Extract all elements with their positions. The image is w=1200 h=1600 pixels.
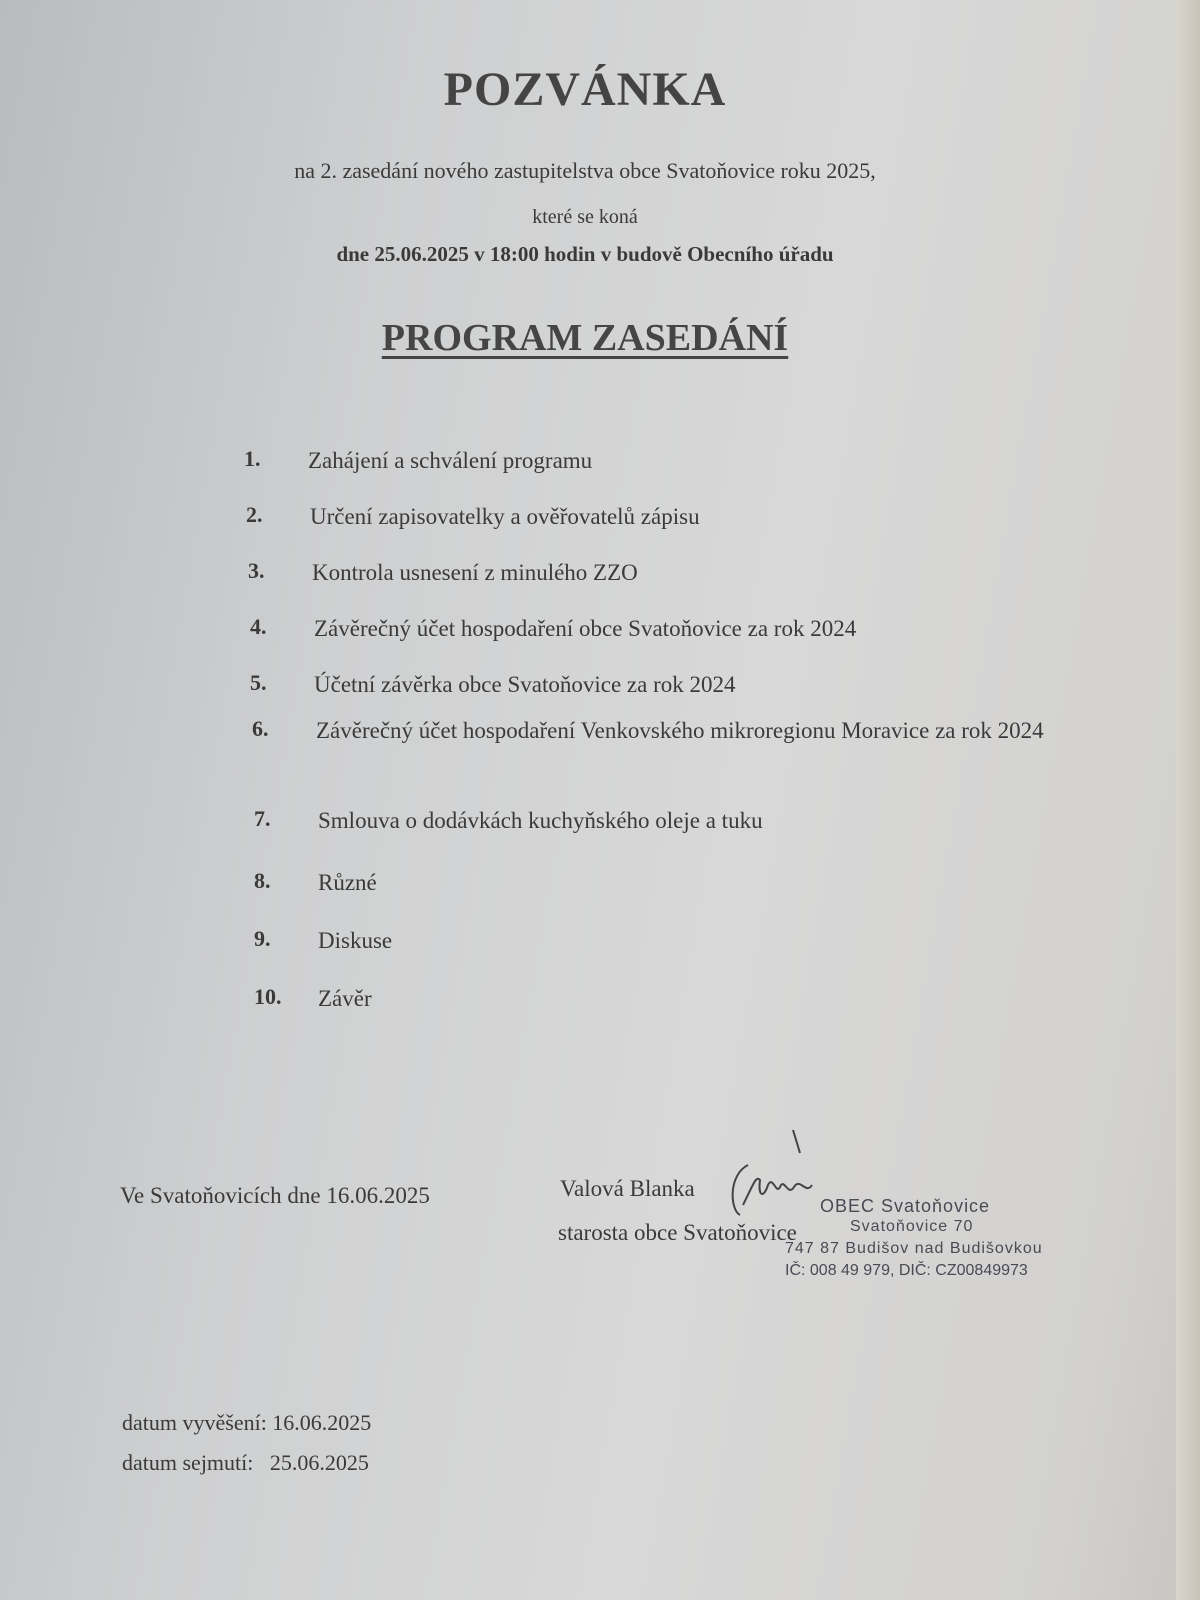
agenda-item-number: 10. bbox=[254, 984, 282, 1009]
stamp-line-3: 747 87 Budišov nad Budišovkou bbox=[785, 1240, 1043, 1257]
agenda-item-text: Diskuse bbox=[318, 928, 393, 953]
agenda-item-number: 4. bbox=[250, 614, 267, 639]
agenda-item-number: 8. bbox=[254, 868, 271, 893]
program-title: PROGRAM ZASEDÁNÍ bbox=[381, 317, 789, 359]
removed-date: datum sejmutí: 25.06.2025 bbox=[122, 1450, 369, 1475]
agenda-item-number: 1. bbox=[244, 446, 261, 471]
stamp-line-4: IČ: 008 49 979, DIČ: CZ00849973 bbox=[785, 1262, 1028, 1279]
folder-edge bbox=[1176, 0, 1200, 1600]
agenda-item-number: 3. bbox=[248, 558, 265, 583]
agenda-item-text: Závěrečný účet hospodaření Venkovského mikroregionu Moravice za rok 2024 bbox=[316, 718, 1044, 743]
agenda-item-number: 9. bbox=[254, 926, 271, 951]
agenda-item-number: 2. bbox=[246, 502, 263, 527]
agenda-item-number: 6. bbox=[252, 716, 269, 741]
place-date: Ve Svatoňovicích dne 16.06.2025 bbox=[120, 1183, 430, 1208]
stamp-line-1: OBEC Svatoňovice bbox=[820, 1196, 991, 1216]
agenda-item-text: Smlouva o dodávkách kuchyňského oleje a tuku bbox=[318, 808, 763, 833]
intro-line-3: dne 25.06.2025 v 18:00 hodin v budově Obecního úřadu bbox=[336, 242, 834, 266]
agenda-item-number: 7. bbox=[254, 806, 271, 831]
document-title: POZVÁNKA bbox=[443, 63, 727, 116]
agenda-item-text: Určení zapisovatelky a ověřovatelů zápisu bbox=[310, 504, 700, 529]
agenda-item-text: Zahájení a schválení programu bbox=[308, 448, 593, 473]
signer-role: starosta obce Svatoňovice bbox=[558, 1220, 797, 1245]
stamp-line-2: Svatoňovice 70 bbox=[850, 1218, 974, 1235]
posted-date: datum vyvěšení: 16.06.2025 bbox=[122, 1410, 372, 1435]
agenda-item-text: Různé bbox=[318, 870, 377, 895]
agenda-item-text: Kontrola usnesení z minulého ZZO bbox=[312, 560, 638, 585]
agenda-item-text: Závěrečný účet hospodaření obce Svatoňovice za rok 2024 bbox=[314, 616, 857, 641]
signature bbox=[718, 1125, 828, 1225]
intro-line-2: které se koná bbox=[532, 206, 638, 228]
agenda-item-number: 5. bbox=[250, 670, 267, 695]
signer-name: Valová Blanka bbox=[560, 1176, 695, 1201]
agenda-item-text: Závěr bbox=[318, 986, 372, 1011]
agenda-item-text: Účetní závěrka obce Svatoňovice za rok 2024 bbox=[314, 672, 736, 697]
intro-line-1: na 2. zasedání nového zastupitelstva obce Svatoňovice roku 2025, bbox=[294, 158, 876, 183]
